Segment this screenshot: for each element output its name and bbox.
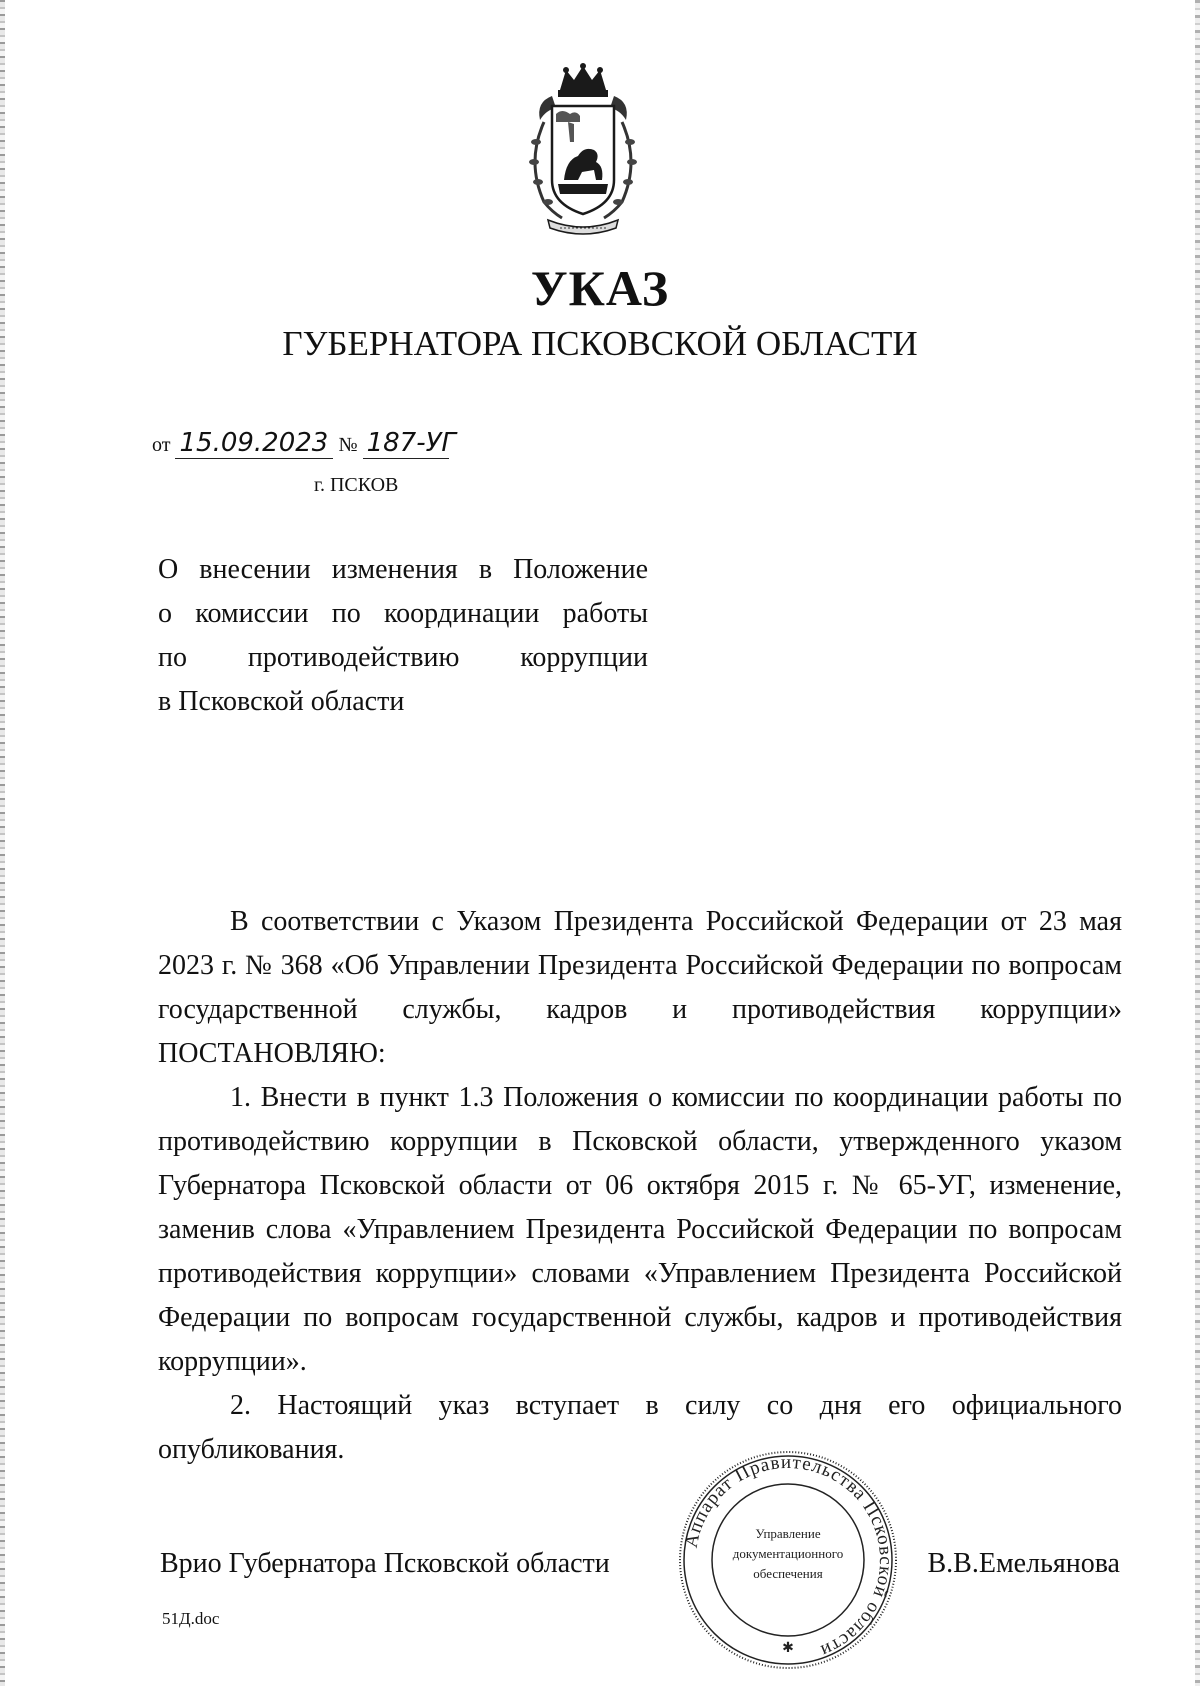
handwritten-date: 15.09.2023 (175, 428, 333, 459)
subject-line: по противодействию коррупции (158, 642, 648, 673)
subject-line: в Псковской области (158, 686, 405, 717)
subject-line: О внесении изменения в Положение (158, 554, 648, 585)
date-from-label: от (152, 434, 171, 456)
document-file-reference: 51Д.doc (162, 1609, 220, 1628)
document-body (158, 900, 1122, 1472)
handwritten-number: 187-УГ (363, 428, 449, 459)
document-title: УКАЗ (530, 260, 670, 316)
stamp-inner-text: Управление документационного обеспечения (732, 1526, 844, 1581)
subject-line: о комиссии по координации работы (158, 598, 648, 629)
stamp-outer-text: Аппарат Правительства Псковской области (680, 1451, 897, 1662)
signer-position: Врио Губернатора Псковской области (160, 1548, 610, 1579)
number-label: № (338, 434, 358, 456)
scan-edge-right (1195, 0, 1200, 1686)
scan-edge-left (0, 0, 5, 1686)
item-2-paragraph: 2. Настоящий указ вступает в силу со дня его официального опубликования. (158, 1390, 1122, 1465)
item-1-paragraph: 1. Внести в пункт 1.3 Положения о комиссии по координации работы по противодействию коррупции в Псковской области, утвержденного указом Губернатора Псковской области от 06 октября 2015 г. № 65-УГ, изменение, заменив слова «Управлением Президента Российской Федерации по вопросам противодействия коррупции» словами «Управлением Президента Российской Федерации по вопросам государственной службы, кадров и противодействия коррупции». (158, 1082, 1122, 1377)
preamble-paragraph: В соответствии с Указом Президента Российской Федерации от 23 мая 2023 г. № 368 «Об Управлении Президента Российской Федерации по вопросам государственной службы, кадров и противодействия коррупции» ПОСТАНОВЛЯЮ: (158, 906, 1122, 1069)
document-subtitle: ГУБЕРНАТОРА ПСКОВСКОЙ ОБЛАСТИ (282, 324, 918, 363)
signer-name: В.В.Емельянова (927, 1548, 1120, 1579)
subject-block (158, 548, 648, 724)
coat-of-arms-icon (522, 62, 644, 240)
svg-text:✱: ✱ (782, 1641, 794, 1656)
dateline (152, 428, 456, 460)
official-stamp-icon (672, 1444, 904, 1676)
city-label: г. ПСКОВ (314, 474, 399, 496)
